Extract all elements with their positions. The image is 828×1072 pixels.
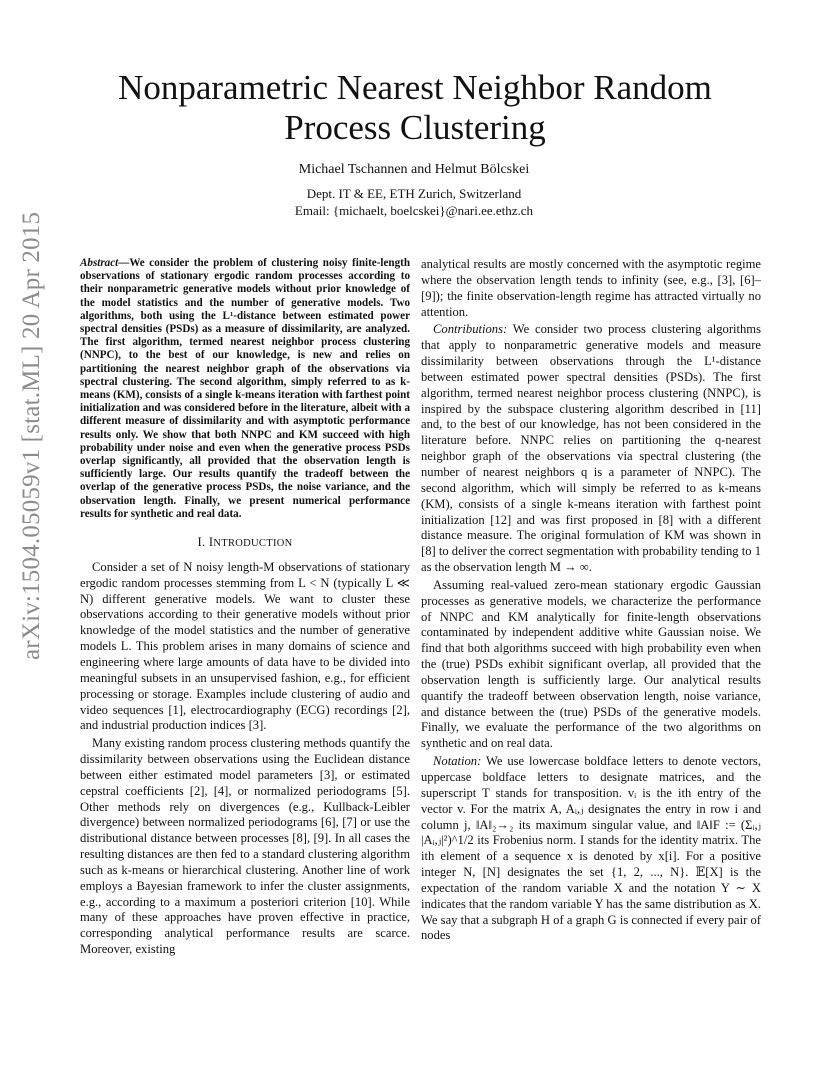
intro-paragraph-2: Many existing random process clustering methods quantify the dissimilarity between observations using the Euclidean distance between either estimated model parameters [3], or estimated cepstral coefficients [2], [4], or normalized periodograms [5]. Other methods rely on divergences (e.g., Kullback-Leibler divergence) between normalized periodograms [6], [7] or use the distributional distance between processes [8], [9]. In all cases the resulting distances are then fed to a standard clustering algorithm such as k-means or hierarchical clustering. Another line of work employs a Bayesian framework to infer the cluster assignments, e.g., according to a maximum a posteriori criterion [10]. While many of these approaches have proven effective in practice, corresponding analytical performance results are scarce. Moreover, existing [80,736,410,957]
abstract [80,257,410,521]
arxiv-identifier: arXiv:1504.05059v1 [stat.ML] 20 Apr 2015 [18,211,45,660]
abstract-text: —We consider the problem of clustering noisy finite-length observations of stationary ergodic random processes according to their nonparametric generative models without prior knowledge of the model statistics and the number of generative models. Two algorithms, both using the L¹-distance between estimated power spectral densities (PSDs) as a measure of dissimilarity, are analyzed. The first algorithm, termed nearest neighbor process clustering (NNPC), to the best of our knowledge, is new and relies on partitioning the nearest neighbor graph of the observations via spectral clustering. The second algorithm, simply referred to as k-means (KM), consists of a single k-means iteration with farthest point initialization and was considered before in the literature, albeit with a different measure of dissimilarity and with asymptotic performance results only. We show that both NNPC and KM succeed with high probability under noise and even when the generative process PSDs overlap significantly, all provided that the observation length is sufficiently large. Our results quantify the tradeoff between the overlap of the generative process PSDs, the noise variance, and the observation length. Finally, we present numerical performance results for synthetic and real data. [80,257,410,520]
notation-label: Notation: [433,754,482,769]
section-numeral: I. [197,535,206,550]
intro-paragraph-continued: analytical results are mostly concerned with the asymptotic regime where the observation length tends to infinity (see, e.g., [3], [6]–[9]); the finite observation-length regime has attracted virtually no attention. [421,257,761,319]
contributions-text: We consider two process clustering algorithms that apply to nonparametric generative models and measure dissimilarity between observations through the L¹-distance between estimated power spectral densities (PSDs). The first algorithm, termed nearest neighbor process clustering (NNPC), is inspired by the subspace clustering algorithm described in [11] and, to the best of our knowledge, has not been considered in the literature before. NNPC relies on partitioning the q-nearest neighbor graph of the observations via spectral clustering (the number of nearest neighbors q is a parameter of NNPC). The second algorithm, which will simply be referred to as k-means (KM), consists of a single k-means iteration with farthest point initialization [12] and was first proposed in [8] with a different distance measure. The original formulation of KM was shown in [8] to deliver the correct segmentation with probability tending to 1 as the observation length M → ∞. [421,322,761,575]
affiliation: Dept. IT & EE, ETH Zurich, Switzerland [306,186,522,201]
intro-paragraph-1: Consider a set of N noisy length-M observations of stationary ergodic random processes stemming from L < N (typically L ≪ N) different generative models. We want to cluster these observations according to their generative models without prior knowledge of the model statistics and the number of generative models L. This problem arises in many domains of science and engineering where large amounts of data have to be divided into meaningful subsets in an unsupervised fashion, e.g., for efficient processing or storage. Examples include clustering of audio and video sequences [1], electrocardiography (ECG) recordings [2], and industrial production indices [3]. [80,559,410,733]
section-heading-introduction [80,535,410,552]
assumptions-paragraph: Assuming real-valued zero-mean stationary ergodic Gaussian processes as generative models, we characterize the performance of NNPC and KM analytically for finite-length observations contaminated by independent additive white Gaussian noise. We find that both algorithms succeed with high probability even when the (true) PSDs exhibit significant overlap, all provided that the observation length is sufficiently large. Our analytical results quantify the tradeoff between observation length, noise variance, and distance between the (true) PSDs of the generative models. Finally, we evaluate the performance of the two algorithms on synthetic and on real data. [421,577,761,751]
section-title-first-letter: I [208,535,214,550]
notation-text: We use lowercase boldface letters to denote vectors, uppercase boldface letters to designate matrices, and the superscript T stands for transposition. vᵢ is the ith entry of the vector v. For the matrix A, Aᵢ,ⱼ designates the entry in row i and column j, ‖A‖₂→₂ its maximum singular value, and ‖A‖F := (Σᵢ,ⱼ |Aᵢ,ⱼ|²)^1/2 its Frobenius norm. I stands for the identity matrix. The ith element of a sequence x is denoted by x[i]. For a positive integer N, [N] designates the set {1, 2, ..., N}. 𝔼[X] is the expectation of the random variable X and the notation Y ∼ X indicates that the random variable Y has the same distribution as X. We say that a subgraph H of a graph G is connected if every pair of nodes [421,754,761,943]
abstract-lead: Abstract [80,257,119,269]
email: Email: {michaelt, boelcskei}@nari.ee.ethz.ch [294,203,534,218]
contributions-label: Contributions: [433,322,508,337]
contributions-paragraph [421,322,761,576]
paper-title: Nonparametric Nearest Neighbor Random Process Clustering [118,68,712,147]
notation-paragraph [421,754,761,944]
affiliation-block [0,185,828,219]
section-title-rest: NTRODUCTION [213,538,293,550]
right-column [421,257,761,944]
author-list: Michael Tschannen and Helmut Bölcskei [298,162,530,177]
left-column [80,257,410,958]
